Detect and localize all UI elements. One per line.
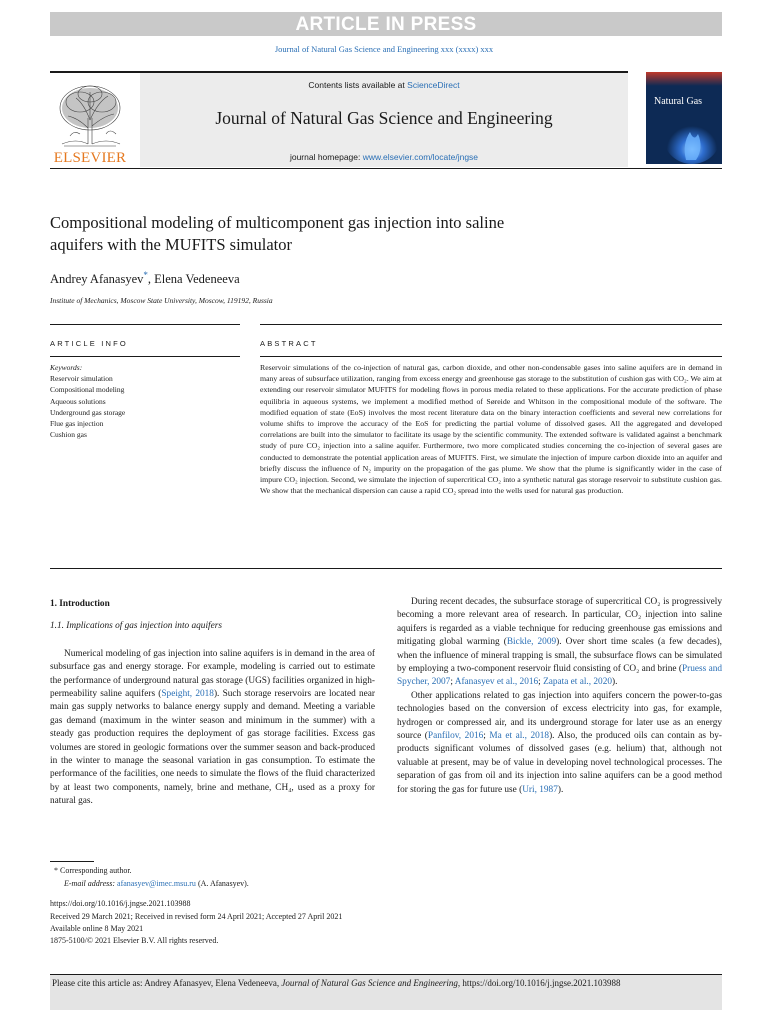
citation-link[interactable]: Panfilov, 2016 (427, 731, 484, 742)
keyword-item: Aqueous solutions (50, 396, 106, 406)
corresponding-author-note: * Corresponding author. (54, 866, 132, 875)
header-bottom-rule (50, 168, 722, 169)
copyright-line: 1875-5100/© 2021 Elsevier B.V. All rights reserved. (50, 936, 219, 945)
keywords-label: Keywords: (50, 363, 83, 372)
body-left-column (50, 596, 375, 809)
article-in-press-banner: ARTICLE IN PRESS (50, 12, 722, 36)
received-dates: Received 29 March 2021; Received in revised form 24 April 2021; Accepted 27 April 2021 (50, 912, 343, 921)
citation-doi[interactable]: , https://doi.org/10.1016/j.jngse.2021.103988 (457, 978, 621, 988)
keyword-item: Underground gas storage (50, 407, 126, 417)
author-afanasyev[interactable]: Andrey Afanasyev (50, 272, 144, 287)
sciencedirect-link[interactable]: ScienceDirect (407, 80, 460, 90)
abstract-text: Reservoir simulations of the co-injection of natural gas, carbon dioxide, and other non-condensable gases into saline aquifers are in demand in many areas of subsurface utilization, ranging from excess energy and greenhouse gas storage to the substitution of cushion gas with CO₂. We aim at extending our reservoir simulator MUFITS for modeling flows in porous media related to these applications. For the accurate prediction of phase equilibria in aqueous systems, we implement a modified method of Søreide and Whitson in the compositional module of the software. The modified equation of state (EoS) involves the most recent literature data on the binary interaction coefficients and several new correlations for volume shifts to improve the accuracy of the EoS for predicting the partial volume of dissolved gases. All the aggregated and developed correlations are built into the simulator to facilitate its usage by the scientific community. The extended software is validated against a benchmark study of pure CO₂ injection into a saline aquifer. Furthermore, two more complicated studies concerning the co-injection of several gases are conducted to demonstrate the potential application areas of MUFITS. First, we simulate the injection of impure carbon dioxide into an aquifer and briefly discuss the influence of N₂ impurity on the propagation of the gas plume. We show that the plume is significantly wider in the case of impure CO₂ injection. Second, we simulate the injection of supercritical CO₂ into a synthetic natural gas storage reservoir to substitute cushion gas. We show that the mechanical dispersion can cause a rapid CO₂ spread into the wells used for natural gas production. (260, 363, 722, 496)
cover-title-text: Natural Gas (654, 96, 703, 107)
article-info-divider (50, 356, 240, 357)
journal-homepage-line (140, 152, 628, 162)
citation-text (50, 977, 722, 990)
abstract-divider (260, 356, 722, 357)
article-info-top-rule (50, 324, 240, 325)
keyword-item: Flue gas injection (50, 419, 104, 429)
contents-prefix: Contents lists available at (308, 80, 405, 90)
abstract-bottom-rule (50, 568, 722, 569)
article-title-line-2: aquifers with the MUFITS simulator (50, 235, 292, 254)
keyword-item: Reservoir simulation (50, 374, 113, 384)
citation-link[interactable]: Speight, 2018 (161, 689, 214, 700)
email-line (64, 879, 249, 888)
abstract-top-rule (260, 324, 722, 325)
article-info-heading: ARTICLE INFO (50, 339, 128, 348)
author-affiliation: Institute of Mechanics, Moscow State University, Moscow, 119192, Russia (50, 296, 273, 305)
homepage-prefix: journal homepage: (289, 152, 361, 162)
citation-prefix: Please cite this article as: Andrey Afanasyev, Elena Vedeneeva, (52, 978, 282, 988)
section-heading-introduction: 1. Introduction (50, 599, 110, 609)
journal-reference-link[interactable]: Journal of Natural Gas Science and Engineering xxx (xxxx) xxx (274, 44, 494, 54)
footnote-rule (50, 861, 94, 862)
article-title-line-1: Compositional modeling of multicomponent gas injection into saline (50, 213, 505, 232)
email-label: E-mail address: (64, 879, 116, 888)
email-suffix: (A. Afanasyev). (195, 879, 249, 888)
contents-line (140, 80, 628, 90)
keywords-block (50, 362, 240, 440)
citation-link[interactable]: Ma et al., 2018 (489, 731, 550, 742)
article-title (50, 212, 650, 256)
citation-link[interactable]: Pruess and Spycher, 2007 (397, 664, 722, 688)
citation-link[interactable]: Afanasyev et al., 2016 (454, 677, 539, 688)
body-right-column (397, 596, 722, 797)
keyword-item: Cushion gas (50, 430, 87, 440)
corresponding-author-mark[interactable]: * (143, 270, 148, 280)
homepage-link[interactable]: www.elsevier.com/locate/jngse (362, 152, 479, 162)
author-vedeneeva[interactable]: , Elena Vedeneeva (147, 272, 240, 287)
elsevier-wordmark[interactable]: ELSEVIER (53, 150, 127, 166)
keyword-item: Compositional modeling (50, 385, 125, 395)
abstract-heading: ABSTRACT (260, 339, 318, 348)
subsection-heading-1-1: 1.1. Implications of gas injection into aquifers (50, 621, 222, 632)
citation-link[interactable]: Uri, 1987 (522, 784, 558, 795)
citation-journal: Journal of Natural Gas Science and Engineering (281, 978, 458, 988)
citation-link[interactable]: Zapata et al., 2020 (543, 677, 612, 688)
journal-cover-image[interactable] (646, 72, 722, 164)
journal-title: Journal of Natural Gas Science and Engineering (215, 108, 553, 128)
email-link[interactable]: afanasyev@imec.msu.ru (117, 879, 196, 888)
author-list (50, 270, 240, 287)
body-paragraph: Other applications related to gas injection into aquifers concern the power-to-gas technologies based on the conversion of excess electricity into gas, for example, hydrogen or compressed air, and its underground storage for later use as an energy source (Panfilov, 2016; Ma et al., 2018). Also, the produced oils can contain as by-products significant volumes of dissolved gases (e.g. helium) that, although not valuable at present, may be of value in developing novel technological processes. The separation of gas from oil and its injection into saline aquifers can be a good method for storing the gas for future use (Uri, 1987). (397, 690, 722, 795)
citation-link[interactable]: Bickle, 2009 (506, 637, 557, 648)
doi-link[interactable]: https://doi.org/10.1016/j.jngse.2021.103988 (50, 899, 191, 908)
body-paragraph: During recent decades, the subsurface storage of supercritical CO₂ is progressively becoming a more relevant area of research. In particular, CO₂ injection into saline aquifers is regarded as a viable technique for reducing greenhouse gas emissions and mitigating global warming (Bickle, 2009). Over short time scales (a few decades), when the influence of mineral trapping is small, the subsurface flows can be simulated by employing a two-component reservoir fluid consisting of CO₂ and brine (Pruess and Spycher, 2007; Afanasyev et al., 2016; Zapata et al., 2020). (397, 597, 723, 688)
body-paragraph: Numerical modeling of gas injection into saline aquifers is in demand in the area of subsurface gas and energy storage. For example, modeling is carried out to estimate the performance of underground natural gas storage (UGS) facilities organized in high-permeability saline aquifers (Speight, 2018). Such storage reservoirs are located near main gas supply networks to balance energy supply and demand. Meeting a variable gas demand (maximum in the winter season and minimum in the summer) with a steady gas production requires the deployment of gas storage facilities. Excess gas volumes are stored in geologic formations over the summer season and back-produced in the winter to manage the seasonal variation in gas consumption. To estimate the performance of the facilities, one needs to simulate the flows of the fluid characterized by at least two components, namely, brine and methane, CH₄, used as a proxy for natural gas. (50, 648, 376, 807)
available-online-date: Available online 8 May 2021 (50, 924, 144, 933)
